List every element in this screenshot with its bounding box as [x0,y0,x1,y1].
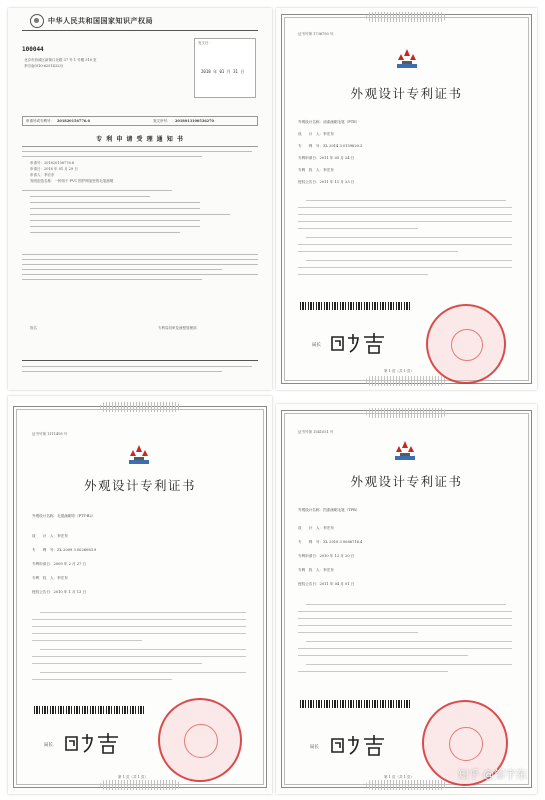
border-ornament [100,780,180,790]
director-signature [62,732,124,754]
text-line [298,611,512,612]
notice-item: 申请号：201820156776.6 [30,161,75,165]
text-line [298,267,512,268]
text-line [306,260,512,261]
design-patent-certificate [276,8,537,390]
text-line [30,196,150,197]
design-name-field: 外观设计名称：毛毯画刷帘（PTT-B2） [32,514,96,518]
director-label: 局长 [310,745,319,750]
patentee-field: 专利 权 人：李宏东 [298,168,334,172]
director-label: 局长 [44,743,53,748]
notice-item: 申请日：2018 年 01 月 29 日 [30,167,78,171]
patent-emblem-icon [394,48,420,70]
header-divider [22,30,258,31]
text-line [298,625,512,626]
certificate-title: 外观设计专利证书 [350,86,463,101]
text-line [22,146,258,147]
text-line [306,604,506,605]
text-line [298,632,418,633]
issue-label: 发文序号： [153,119,171,123]
certificate-title: 外观设计专利证书 [83,478,196,493]
date-label: 发文日： [198,41,212,45]
application-number-row [22,116,258,126]
filing-date-field: 专利申请日：2011 年 05 月 24 日 [298,156,355,160]
officer-name: 姓名 [30,326,37,330]
notice-item: 发明创造名称：一种用于 PVC 围护网加密的毛笔测刷 [30,179,114,183]
text-line [22,269,222,270]
patentee-field: 专利 权 人：李宏东 [32,576,68,580]
text-line [22,259,258,260]
text-line [298,274,428,275]
contact-line: 李宗南(010-62514323) [24,64,63,68]
border-ornament [366,12,446,22]
text-line [298,244,512,245]
filing-date-field: 专利申请日：2010 年 12 月 20 日 [298,554,355,558]
grant-date-field: 授权公告日：2010 年 1 月 13 日 [32,590,87,594]
text-line [22,190,172,191]
text-line [32,633,246,634]
patent-emblem-icon [392,440,418,462]
text-line [298,671,448,672]
text-line [298,228,418,229]
issue-number: 2018013100536270 [175,119,214,123]
zhihu-watermark: 知乎 @邹宇东 [457,768,527,781]
text-line [32,626,246,627]
text-line [22,264,258,265]
date-box [194,38,256,98]
border-ornament [100,402,180,412]
certificate-barcode [34,706,146,714]
text-line [298,655,468,656]
designer-field: 设 计 人：李宏东 [32,534,68,538]
text-line [22,366,252,367]
director-label: 局长 [312,343,321,348]
text-line [298,648,512,649]
filing-date-field: 专利申请日：2009 年 2 月 27 日 [32,562,87,566]
text-line [30,202,200,203]
text-line [298,251,458,252]
text-line [22,156,202,157]
app-number-label: 申请号或专利号： [26,119,54,123]
text-line [306,664,512,665]
designer-field: 设 计 人：李宏东 [298,526,334,530]
grant-date-field: 授权公告日：2011 年 04 月 01 日 [298,582,355,586]
director-signature [328,734,390,756]
patent-number-field: 专 利 号：ZL 2014 3 0159820.3 [298,144,363,148]
patent-emblem-icon [126,444,152,466]
text-line [32,656,246,657]
text-line [30,208,200,209]
border-ornament [366,780,446,790]
issuing-department: 专利局初审及流程管理部 [158,326,197,330]
text-line [298,618,512,619]
notice-date: 2018 年 01 月 31 日 [201,69,245,74]
text-line [40,649,246,650]
patentee-field: 专利 权 人：李宏东 [298,568,334,572]
text-line [40,612,246,613]
text-line [30,226,200,227]
address-line: 北京市西城区新街口北路 37 号 1 号楼 310 室 [24,58,97,62]
design-name-field: 外观设计名称：油漆画刷毛笔（PTE） [298,120,360,124]
footer-divider [22,360,258,361]
design-patent-certificate [276,404,537,794]
text-line [22,274,258,275]
patent-number-field: 专 利 号：ZL 2010 3 0086716.4 [298,540,363,544]
text-line [298,207,512,208]
text-line [32,679,172,680]
certificate-number: 证书号第 1111495 号 [32,432,68,436]
design-patent-certificate [8,396,272,794]
certificate-title: 外观设计专利证书 [350,474,463,489]
page-number: 第 1 页（共 1 页） [384,775,414,779]
designer-field: 设 计 人：李宏东 [298,132,334,136]
text-line [30,214,230,215]
design-name-field: 外观设计名称：挡漆画刷毛笔（TPB） [298,508,360,512]
text-line [40,672,246,673]
text-line [22,371,222,372]
acceptance-notice-document [8,8,272,390]
text-line [298,214,512,215]
certificate-barcode [300,700,412,708]
notice-item: 申请人：李宏东 [30,173,55,177]
text-line [22,151,252,152]
text-line [30,220,200,221]
text-line [306,641,512,642]
border-ornament [366,408,446,418]
text-line [306,237,512,238]
certificate-number: 证书号第 1541051 号 [298,430,334,434]
notice-title: 专 利 申 请 受 理 通 知 书 [96,136,184,143]
page-number: 第 1 页（共 1 页） [118,775,148,779]
grant-date-field: 授权公告日：2011 年 11 月 23 日 [298,180,355,184]
certificate-barcode [300,302,410,310]
border-ornament [366,376,446,386]
text-line [22,279,202,280]
official-seal [426,304,506,384]
text-line [32,663,202,664]
patent-number-field: 专 利 号：ZL 2009 3 0026083.9 [32,548,97,552]
director-signature [328,332,390,354]
text-line [306,200,506,201]
official-seal [158,698,242,782]
text-line [32,640,142,641]
page-number: 第 1 页（共 1 页） [384,369,414,373]
text-line [32,619,246,620]
certificate-number: 证书号第 1736790 号 [298,32,334,36]
text-line [22,254,258,255]
text-line [30,232,180,233]
notice-header: 中华人民共和国国家知识产权局 [48,16,153,25]
text-line [298,221,512,222]
ip-office-logo-icon [30,14,44,28]
app-number: 201820156776.6 [57,119,90,123]
postal-code: 100044 [22,46,44,53]
